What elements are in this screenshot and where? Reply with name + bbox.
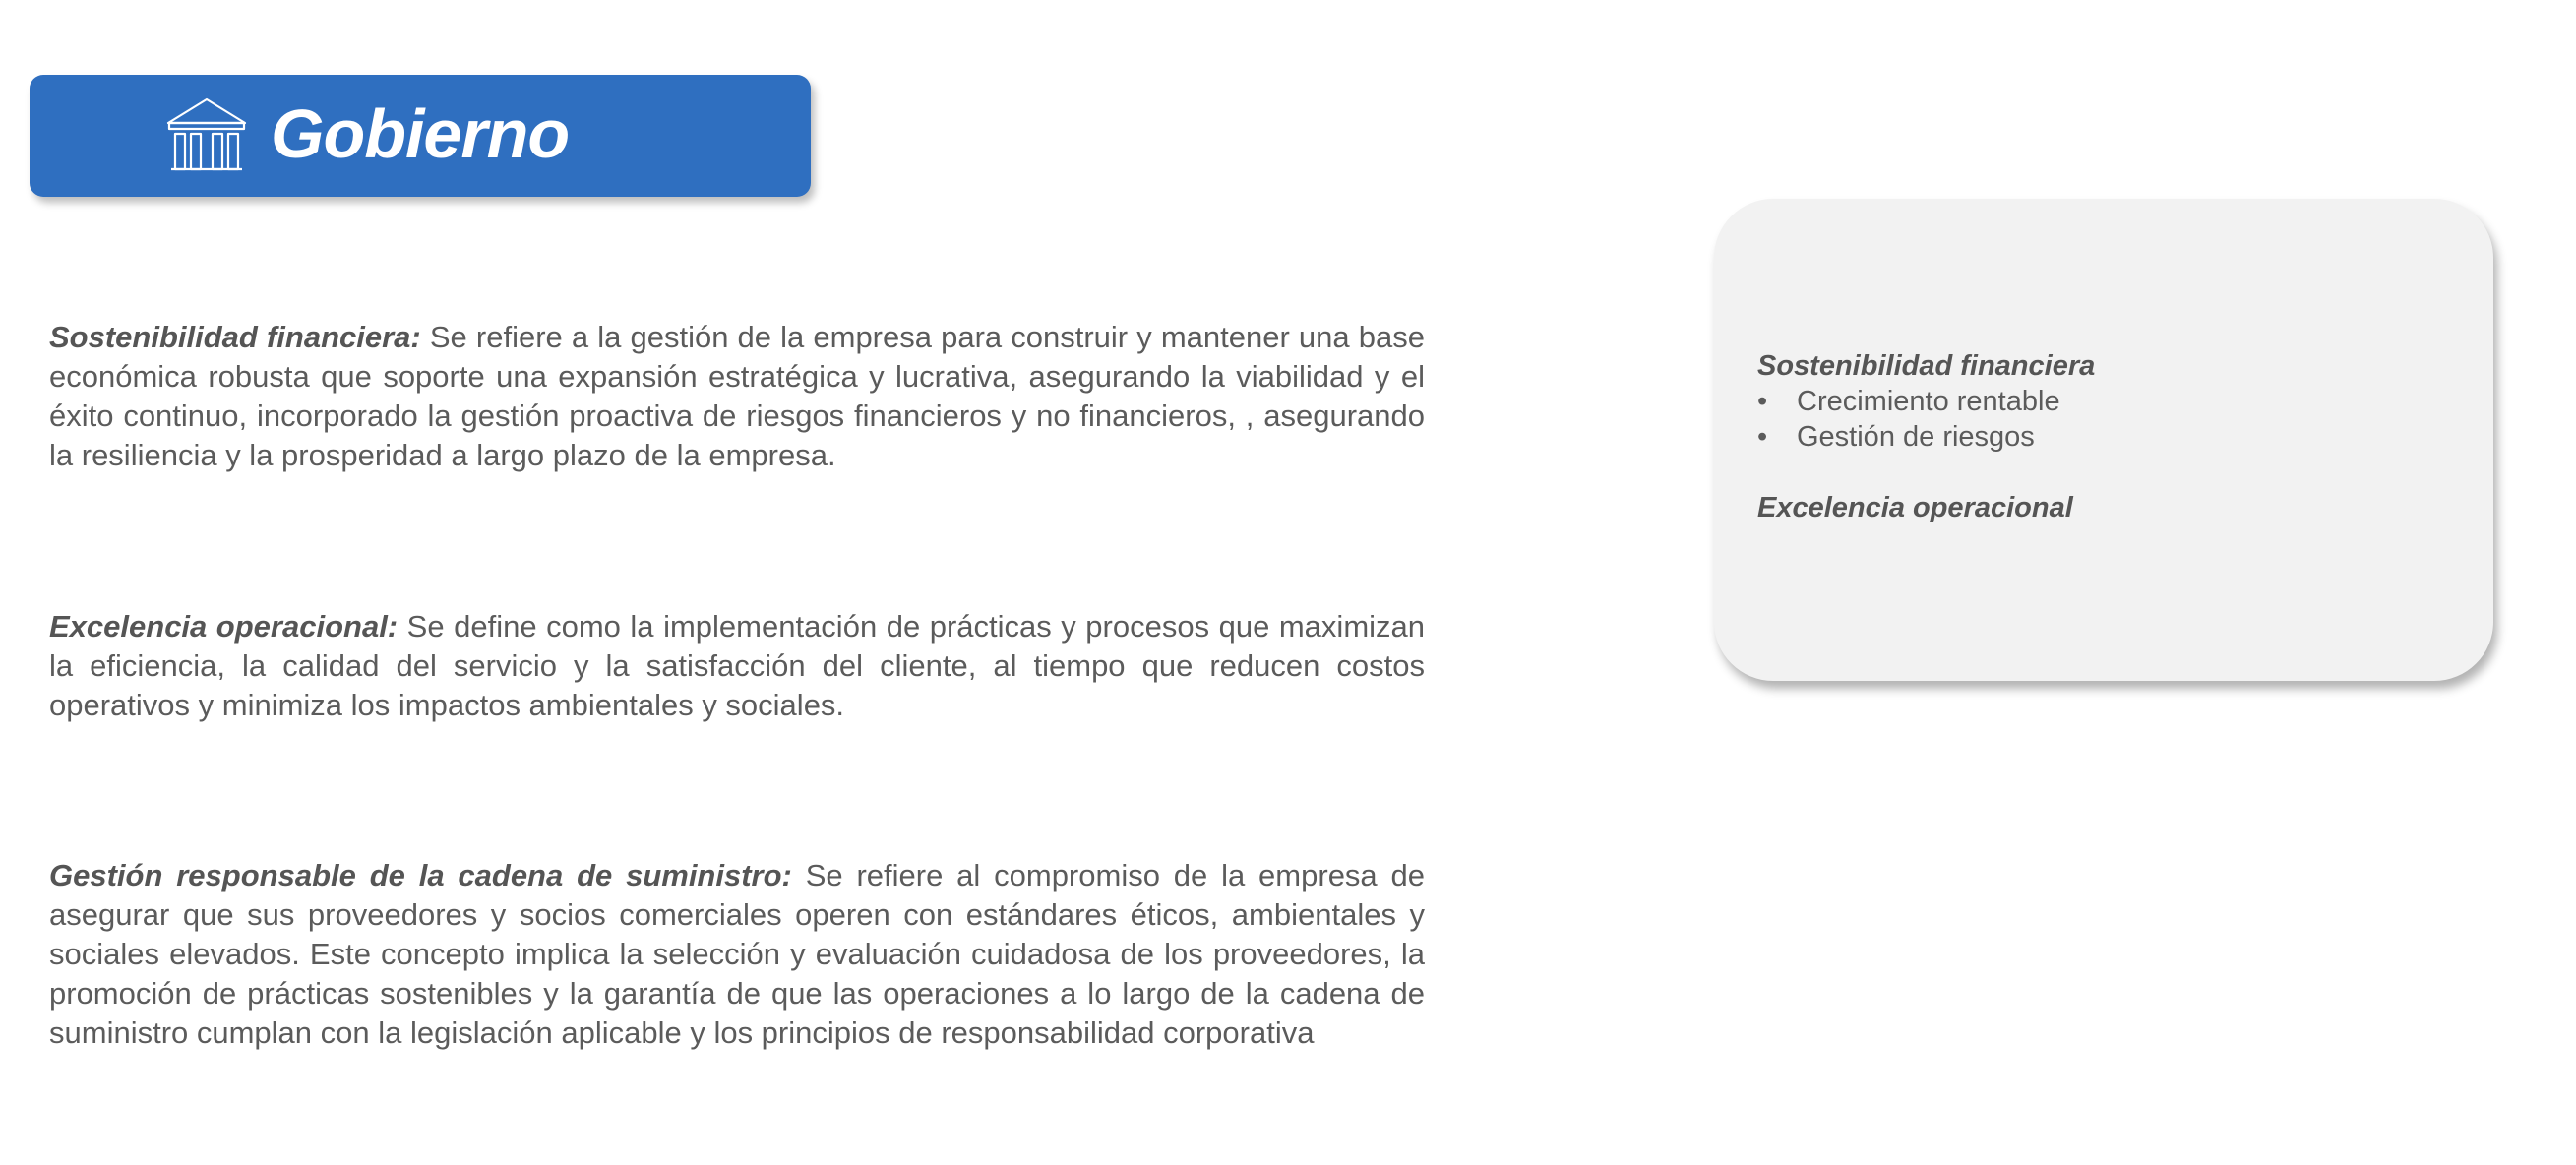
section-text: Se define como la implementación de prácticas y procesos que maximizan la eficiencia, la calidad del servicio y la satisfacción del cliente, al tiempo que reducen costos operativos y minimiza los impactos ambientales y sociales. [49,609,1426,722]
summary-heading-excelencia: Excelencia operacional [1757,492,2073,523]
summary-heading-sostenibilidad: Sostenibilidad financiera [1757,350,2096,382]
summary-content [1757,348,2454,525]
section-text: Se refiere al compromiso de la empresa de asegurar que sus proveedores y socios comerciales operen con estándares éticos, ambientales y sociales elevados. Este concepto implica la selección y evaluación cuidadosa de los proveedores, la promoción de prácticas sostenibles y la garantía de que las operaciones a lo largo de la cadena de suministro cumplan con la legislación aplicable y los principios de responsabilidad corporativa [49,858,1425,1050]
page-title: Gobierno [271,95,570,172]
section-sostenibilidad-financiera [49,318,1425,475]
section-term: Gestión responsable de la cadena de suministro: [49,858,792,892]
section-cadena-suministro [49,856,1425,1053]
header-banner [30,75,811,197]
section-excelencia-operacional [49,607,1425,725]
summary-list-item: • Gestión de riesgos [1757,419,2454,455]
section-term: Sostenibilidad financiera: [49,320,421,354]
summary-card [1714,199,2493,681]
section-term: Excelencia operacional: [49,609,399,644]
summary-list-item: • Crecimiento rentable [1757,384,2454,419]
section-text: Se refiere a la gestión de la empresa para construir y mantener una base económica robusta que soporte una expansión estratégica y lucrativa, asegurando la viabilidad y el éxito continuo, incorporado la gestión proactiva de riesgos financieros y no financieros, , asegurando la resiliencia y la prosperidad a largo plazo de la empresa. [49,320,1425,472]
government-building-icon [165,96,248,171]
summary-list [1757,384,2454,455]
